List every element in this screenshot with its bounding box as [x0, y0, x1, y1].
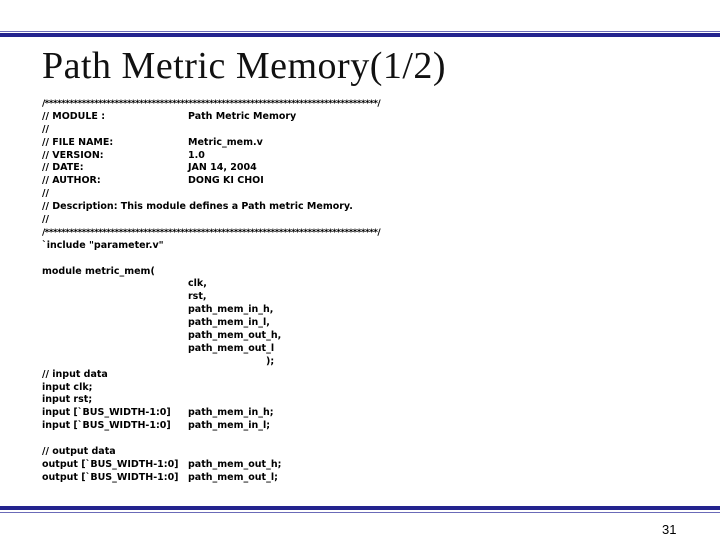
- code-line: [42, 266, 682, 279]
- top-rule-thick: [0, 33, 720, 37]
- code-line: [42, 137, 682, 150]
- version-value: 1.0: [188, 149, 205, 161]
- author-value: DONG KI CHOI: [188, 175, 264, 187]
- code-listing: [42, 98, 682, 485]
- code-line: [42, 124, 682, 137]
- comment-star-line: /*********************************************************************************/: [42, 227, 381, 238]
- port-path-mem-out-h: path_mem_out_h,: [188, 330, 282, 342]
- port-list-close: );: [266, 355, 275, 367]
- input-bus-l-type: input [`BUS_WIDTH-1:0]: [42, 420, 171, 432]
- code-line: [42, 459, 682, 472]
- author-label: // AUTHOR:: [42, 175, 101, 187]
- output-bus-l-type: output [`BUS_WIDTH-1:0]: [42, 471, 179, 483]
- output-bus-l-name: path_mem_out_l;: [188, 471, 278, 483]
- input-bus-h-name: path_mem_in_h;: [188, 407, 274, 419]
- code-line: [42, 330, 682, 343]
- version-label: // VERSION:: [42, 149, 104, 161]
- code-line: [42, 227, 682, 240]
- code-line: [42, 343, 682, 356]
- port-rst: rst,: [188, 291, 207, 303]
- code-line: [42, 111, 682, 124]
- code-line: [42, 369, 682, 382]
- date-label: // DATE:: [42, 162, 84, 174]
- code-line-empty: [42, 253, 682, 266]
- date-value: JAN 14, 2004: [188, 162, 257, 174]
- input-clk-decl: input clk;: [42, 381, 93, 393]
- code-line: [42, 446, 682, 459]
- code-line: [42, 214, 682, 227]
- input-bus-l-name: path_mem_in_l;: [188, 420, 271, 432]
- port-clk: clk,: [188, 278, 207, 290]
- file-name-label: // FILE NAME:: [42, 136, 114, 148]
- port-path-mem-out-l: path_mem_out_l: [188, 342, 275, 354]
- comment-blank: //: [42, 214, 49, 226]
- code-line: [42, 162, 682, 175]
- output-bus-h-name: path_mem_out_h;: [188, 458, 282, 470]
- bottom-rule-thick: [0, 506, 720, 510]
- include-directive: `include "parameter.v": [42, 239, 164, 251]
- code-line: [42, 407, 682, 420]
- code-line: [42, 304, 682, 317]
- file-name-value: Metric_mem.v: [188, 136, 263, 148]
- module-value: Path Metric Memory: [188, 110, 297, 122]
- code-line: [42, 201, 682, 214]
- top-rule-thin: [0, 31, 720, 32]
- input-data-comment: // input data: [42, 368, 108, 380]
- slide-title: Path Metric Memory(1/2): [42, 45, 447, 87]
- code-line: [42, 356, 682, 369]
- page-number: 31: [662, 522, 677, 537]
- module-declaration: module metric_mem(: [42, 265, 155, 277]
- description-comment: // Description: This module defines a Path metric Memory.: [42, 201, 353, 213]
- output-data-comment: // output data: [42, 446, 116, 458]
- code-line: [42, 291, 682, 304]
- comment-blank: //: [42, 123, 49, 135]
- module-label: // MODULE :: [42, 110, 106, 122]
- comment-blank: //: [42, 188, 49, 200]
- code-line: [42, 317, 682, 330]
- input-bus-h-type: input [`BUS_WIDTH-1:0]: [42, 407, 171, 419]
- code-line: [42, 382, 682, 395]
- bottom-rule-thin: [0, 512, 720, 513]
- code-line: [42, 188, 682, 201]
- code-line-empty: [42, 433, 682, 446]
- code-line: [42, 240, 682, 253]
- code-line: [42, 150, 682, 163]
- port-path-mem-in-h: path_mem_in_h,: [188, 304, 274, 316]
- port-path-mem-in-l: path_mem_in_l,: [188, 317, 270, 329]
- output-bus-h-type: output [`BUS_WIDTH-1:0]: [42, 458, 179, 470]
- code-line: [42, 420, 682, 433]
- code-line: [42, 278, 682, 291]
- comment-star-line: /*********************************************************************************/: [42, 99, 381, 109]
- code-line: [42, 98, 682, 111]
- code-line: [42, 472, 682, 485]
- code-line: [42, 394, 682, 407]
- code-line: [42, 175, 682, 188]
- input-rst-decl: input rst;: [42, 394, 93, 406]
